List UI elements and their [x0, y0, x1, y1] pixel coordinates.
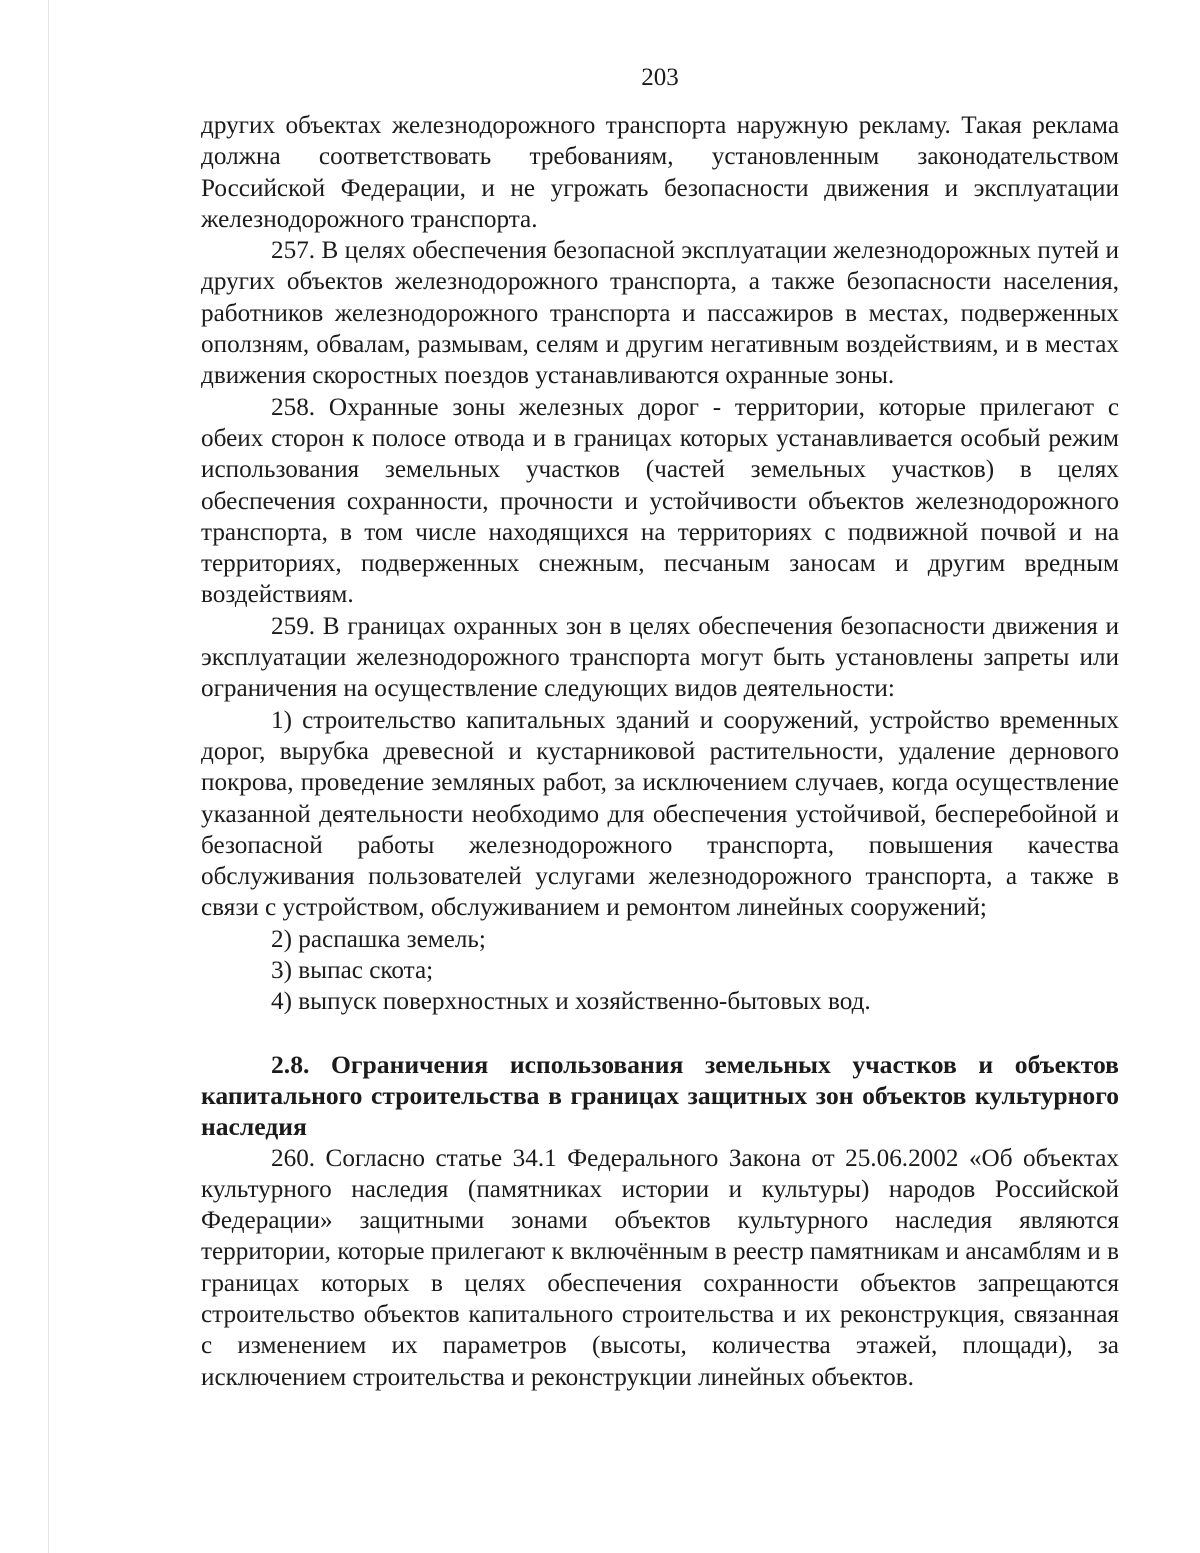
paragraph-260: 260. Согласно статье 34.1 Федерального Закона от 25.06.2002 «Об объектах культурного наследия (памятниках истории и культуры) народов Российской Федерации» защитными зонами объектов культурного наследия являются территории, которые прилегают к включённым в реестр памятникам и ансамблям и в границах которых в целях обеспечения сохранности объектов запрещаются строительство объектов капитального строительства и их реконструкция, связанная с изменением их параметров (высоты, количества этажей, площади), за исключением строительства и реконструкции линейных объектов.	[201, 1144, 1119, 1391]
list-item-4: 4) выпуск поверхностных и хозяйственно-бытовых вод.	[271, 988, 871, 1016]
page-number: 203	[641, 64, 679, 91]
paragraph-258: 258. Охранные зоны железных дорог - территории, которые прилегают с обеих сторон к полосе отвода и в границах которых устанавливается особый режим использования земельных участков (частей земельных участков) в целях обеспечения сохранности, прочности и устойчивости объектов железнодорожного транспорта, в том числе находящихся на территориях с подвижной почвой и на территориях, подверженных снежным, песчаным заносам и другим вредным воздействиям.	[201, 393, 1119, 609]
list-item-2: 2) распашка земель;	[271, 925, 486, 953]
paragraph-continuation: других объектах железнодорожного транспорта наружную рекламу. Такая реклама должна соответствовать требованиям, установленным законодательством Российской Федерации, и не угрожать безопасности движения и эксплуатации железнодорожного транспорта.	[201, 112, 1119, 233]
paragraph-257: 257. В целях обеспечения безопасной эксплуатации железнодорожных путей и других объектов железнодорожного транспорта, а также безопасности населения, работников железнодорожного транспорта и пассажиров в местах, подверженных оползням, обвалам, размывам, селям и другим негативным воздействиям, и в местах движения скоростных поездов устанавливаются охранные зоны.	[201, 237, 1119, 390]
document-body	[201, 110, 1119, 1393]
section-heading: 2.8. Ограничения использования земельных участков и объектов капитального строительства в границах защитных зон объектов культурного наследия	[201, 1049, 1119, 1142]
scan-edge-line	[48, 0, 49, 1553]
list-item-1: 1) строительство капитальных зданий и сооружений, устройство временных дорог, вырубка древесной и кустарниковой растительности, удаление дернового покрова, проведение земляных работ, за исключением случаев, когда осуществление указанной деятельности необходимо для обеспечения устойчивой, бесперебойной и безопасной работы железнодорожного транспорта, повышения качества обслуживания пользователей услугами железнодорожного транспорта, а также в связи с устройством, обслуживанием и ремонтом линейных сооружений;	[201, 706, 1119, 922]
list-item-3: 3) выпас скота;	[271, 957, 434, 985]
paragraph-259: 259. В границах охранных зон в целях обеспечения безопасности движения и эксплуатации железнодорожного транспорта могут быть установлены запреты или ограничения на осуществление следующих видов деятельности:	[201, 612, 1119, 703]
